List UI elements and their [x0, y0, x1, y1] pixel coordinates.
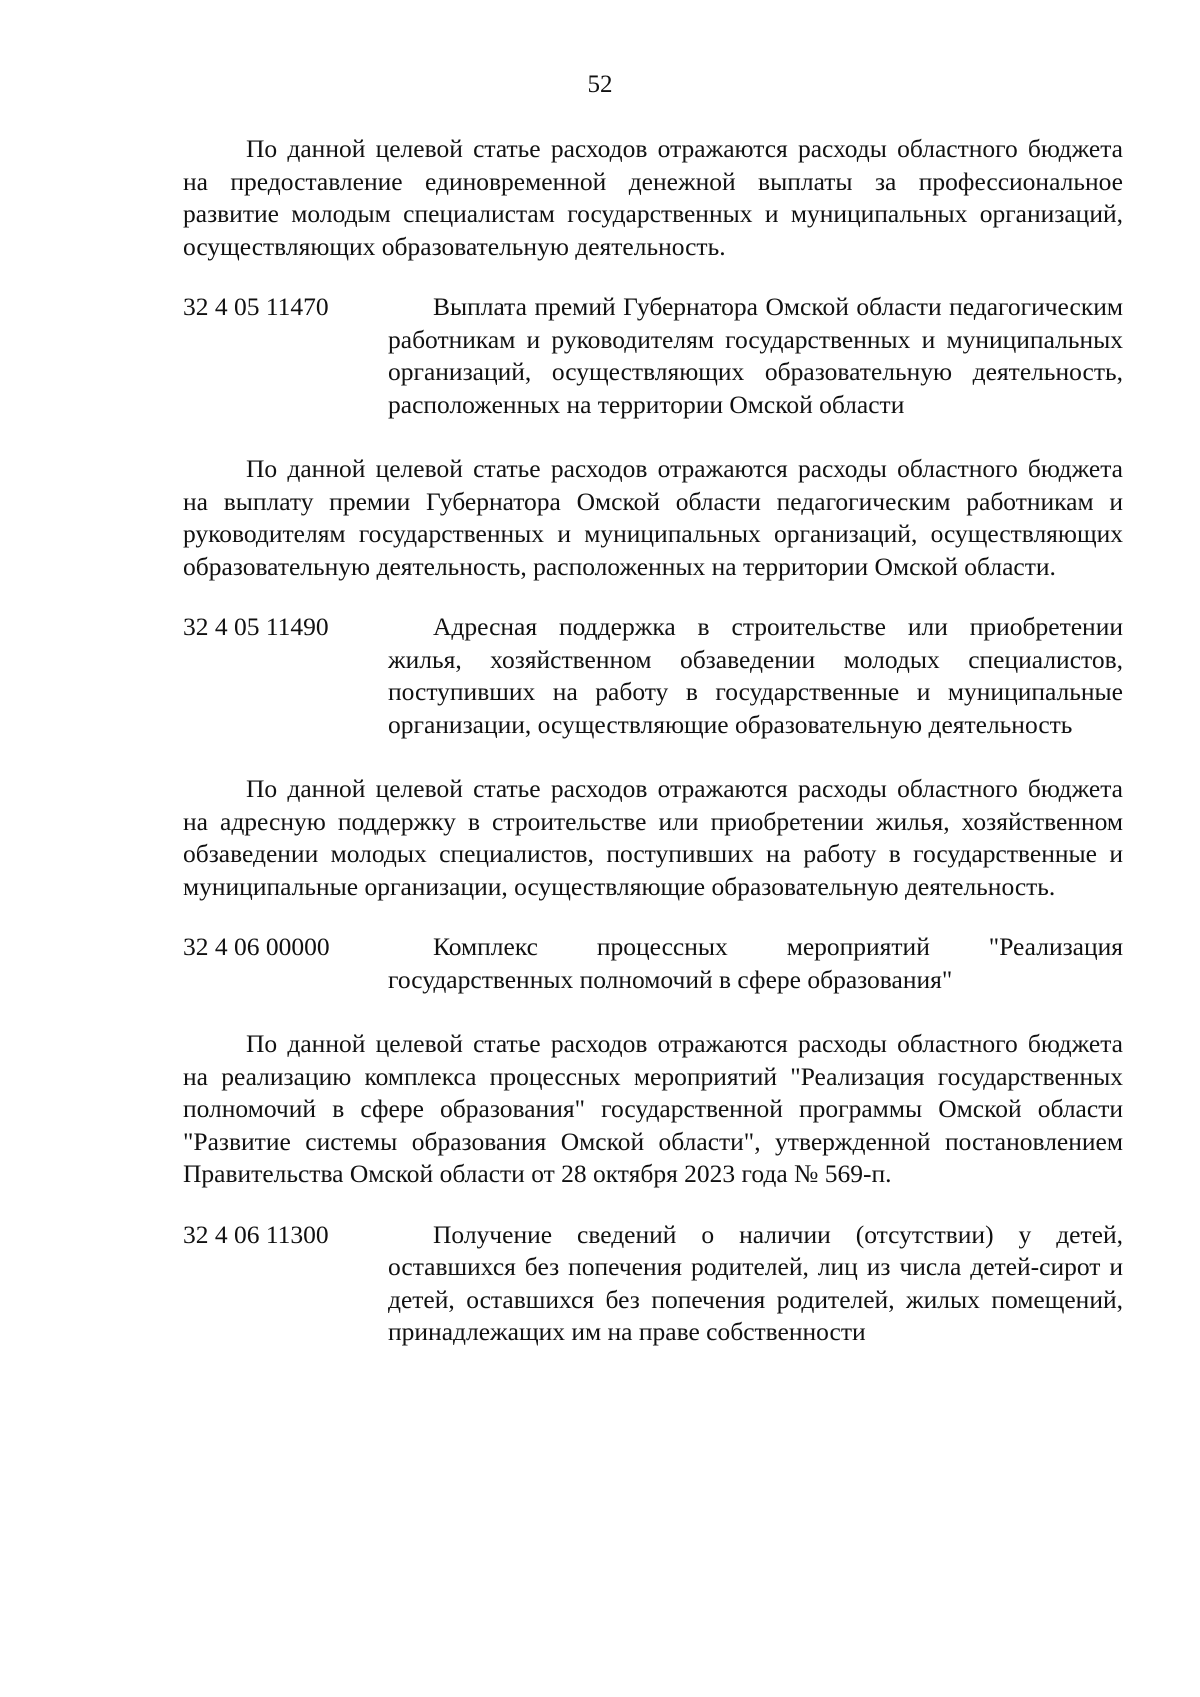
- expense-item-code: 32 4 05 11470: [183, 292, 329, 321]
- expense-item-code: 32 4 05 11490: [183, 612, 329, 641]
- expense-item-title: Адресная поддержка в строительстве или приобретении жилья, хозяйственном обзаведении молодых специалистов, поступивших на работу в государственные и муниципальные организации, осуществляющие образовательную деятельность: [388, 612, 1123, 739]
- paragraph-expense-description: По данной целевой статье расходов отражаются расходы областного бюджета на предоставление единовременной денежной выплаты за профессиональное развитие молодым специалистам государственных и муниципальных организаций, осуществляющих образовательную деятельность.: [183, 134, 1123, 261]
- paragraph-expense-description: По данной целевой статье расходов отражаются расходы областного бюджета на реализацию комплекса процессных мероприятий "Реализация государственных полномочий в сфере образования" государственной программы Омской области "Развитие системы образования Омской области", утвержденной постановлением Правительства Омской области от 28 октября 2023 года № 569-п.: [183, 1029, 1123, 1188]
- paragraph-expense-description: По данной целевой статье расходов отражаются расходы областного бюджета на выплату премии Губернатора Омской области педагогическим работникам и руководителям государственных и муниципальных организаций, осуществляющих образовательную деятельность, расположенных на территории Омской области.: [183, 454, 1123, 581]
- expense-item-row: [183, 931, 1123, 996]
- expense-item-code: 32 4 06 00000: [183, 932, 330, 961]
- page-number: 52: [587, 71, 613, 98]
- expense-item-title: Комплекс процессных мероприятий "Реализация государственных полномочий в сфере образования": [388, 932, 1123, 994]
- expense-item-title: Получение сведений о наличии (отсутствии) у детей, оставшихся без попечения родителей, лиц из числа детей-сирот и детей, оставшихся без попечения родителей, жилых помещений, принадлежащих им на праве собственности: [388, 1219, 1123, 1346]
- document-body: [183, 133, 1123, 1349]
- expense-item-code: 32 4 06 11300: [183, 1219, 329, 1249]
- expense-item-title: Выплата премий Губернатора Омской области педагогическим работникам и руководителям государственных и муниципальных организаций, осуществляющих образовательную деятельность, расположенных на территории Омской области: [388, 292, 1123, 419]
- expense-item-row: [183, 611, 1123, 741]
- expense-item-row: [183, 1219, 1123, 1349]
- expense-item-row: [183, 291, 1123, 421]
- paragraph-expense-description: По данной целевой статье расходов отражаются расходы областного бюджета на адресную поддержку в строительстве или приобретении жилья, хозяйственном обзаведении молодых специалистов, поступивших на работу в государственные и муниципальные организации, осуществляющие образовательную деятельность.: [183, 774, 1123, 901]
